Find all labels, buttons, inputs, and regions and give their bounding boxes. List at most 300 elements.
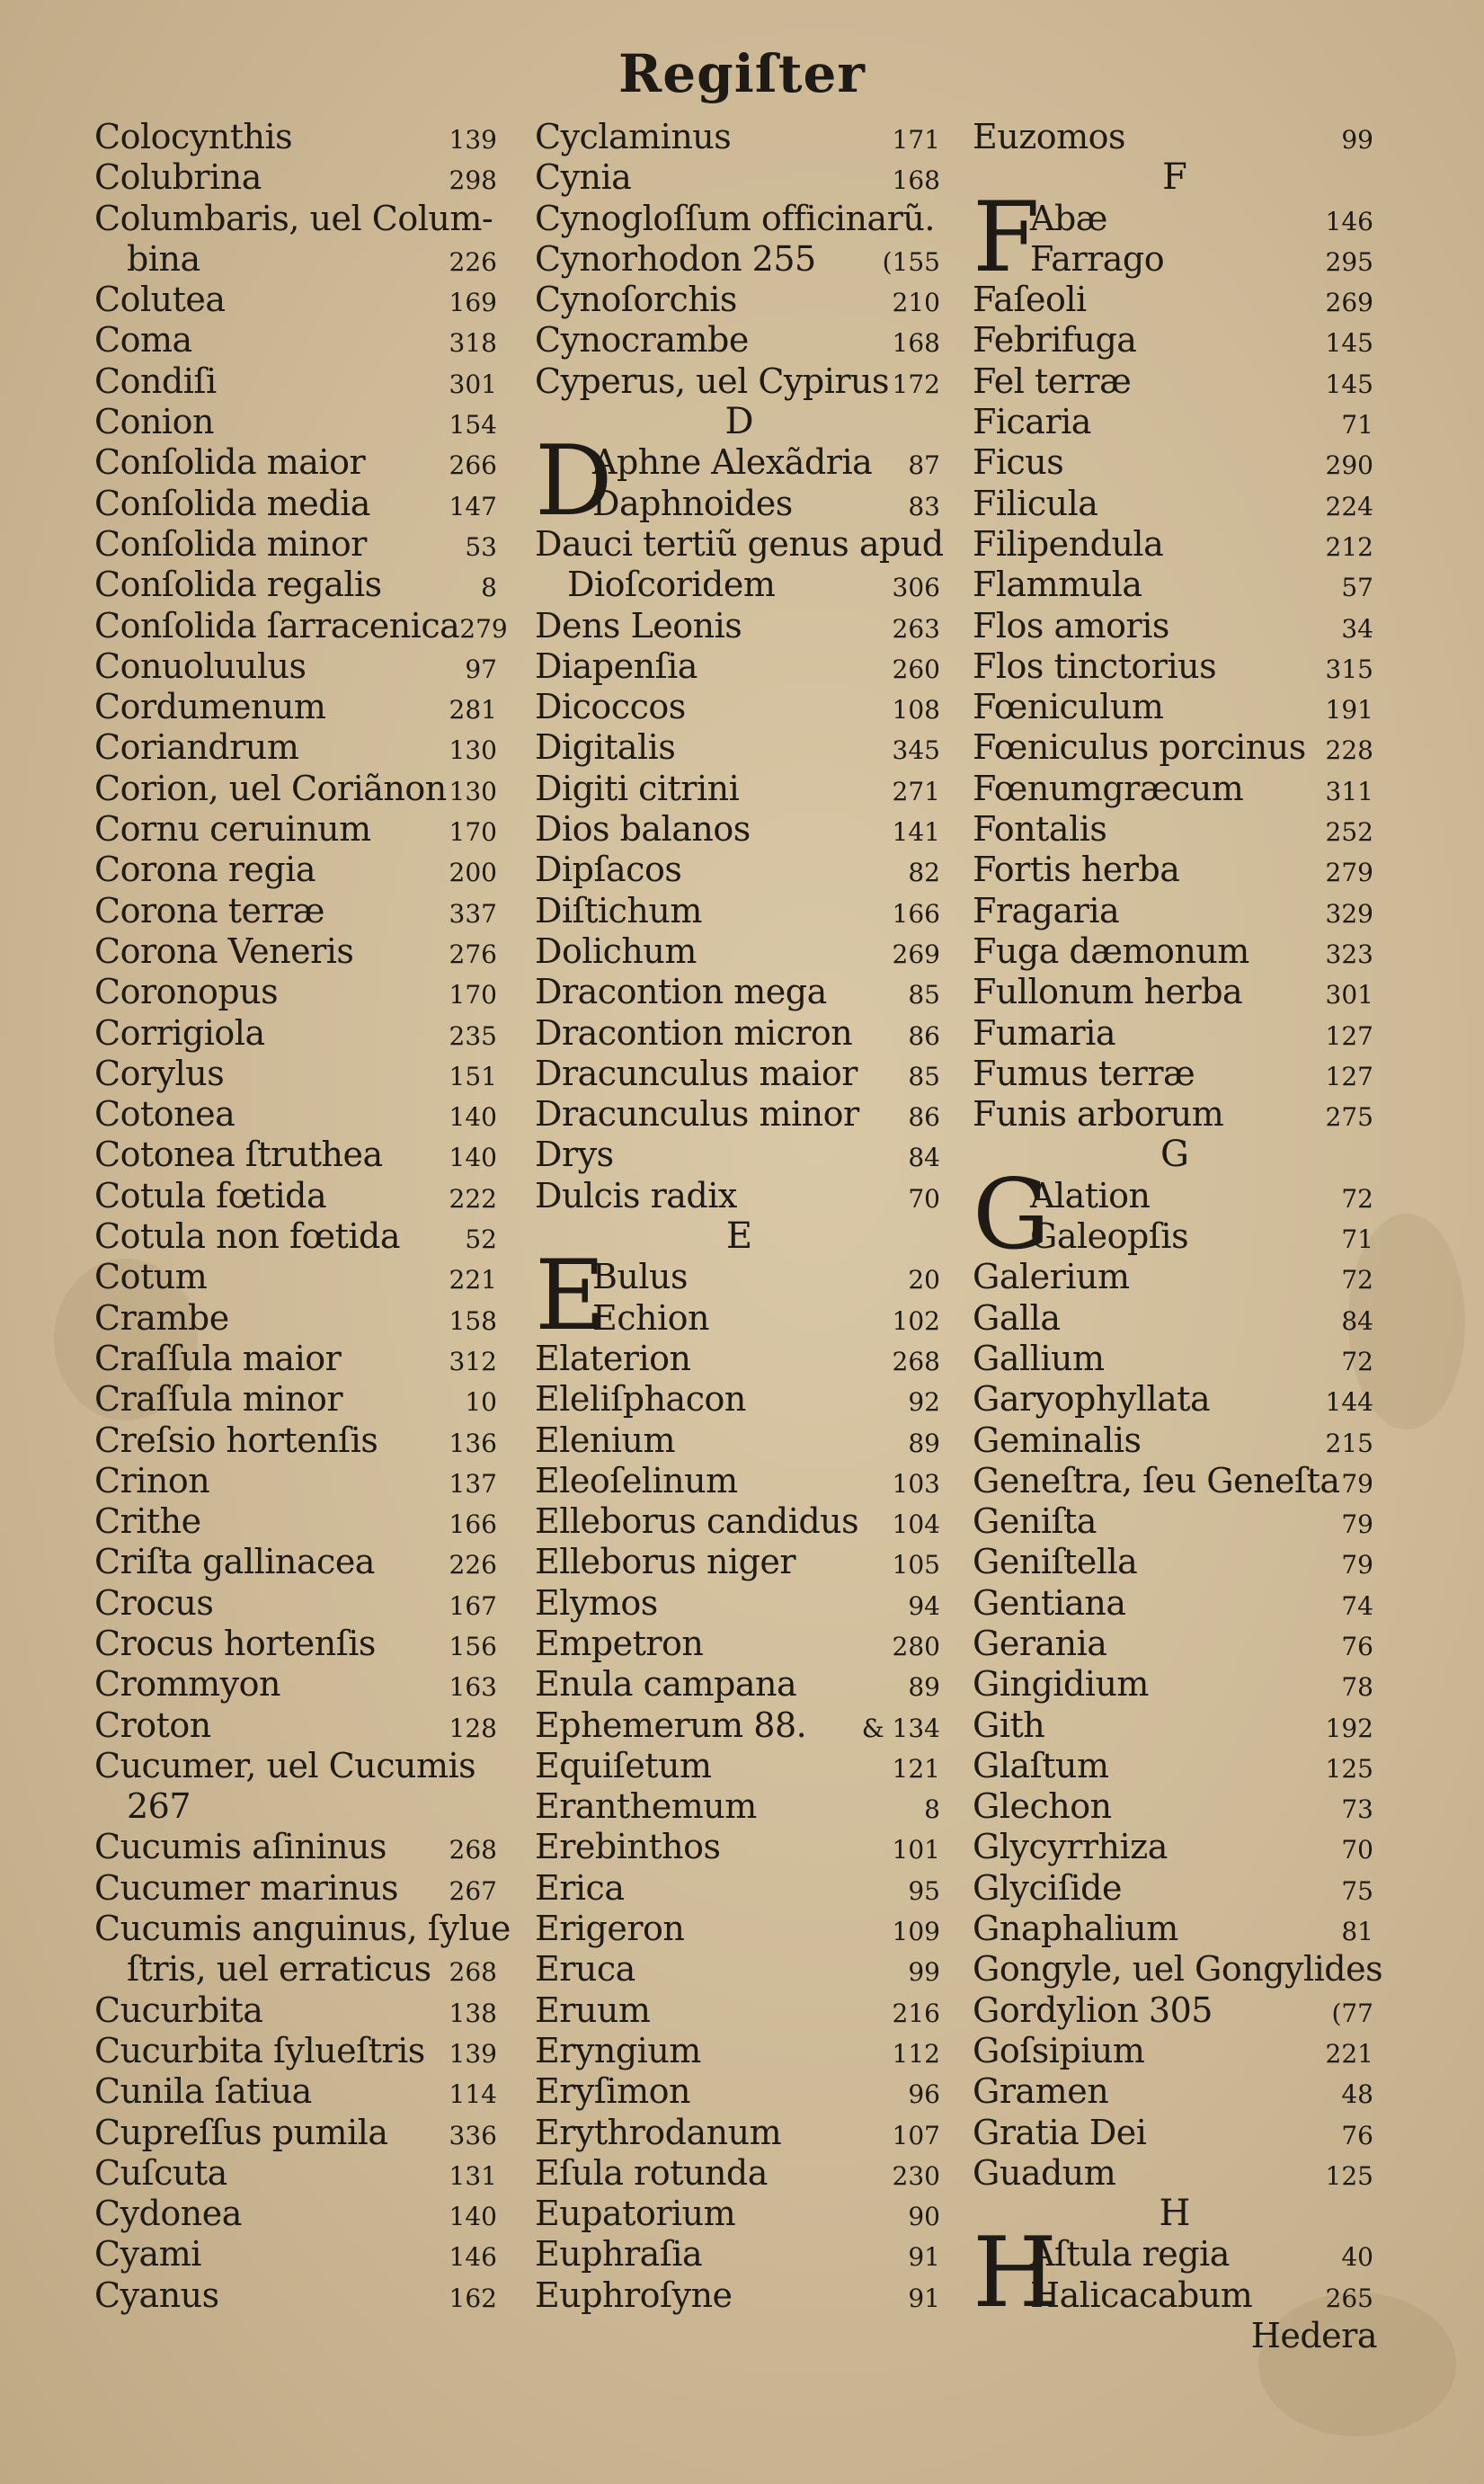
- entry-page: 75: [1341, 1875, 1373, 1906]
- entry-page: 71: [1341, 1224, 1373, 1255]
- index-entry: [535, 2275, 944, 2316]
- entry-page: 200: [449, 858, 497, 888]
- entry-term: Cupreſſus pumila: [94, 2112, 388, 2152]
- index-entry: [973, 1868, 1377, 1909]
- index-entry: [94, 524, 501, 565]
- entry-term: Dracontion micron: [535, 1012, 853, 1053]
- index-entry: [535, 199, 944, 239]
- index-entry: [94, 157, 501, 198]
- entry-term: Digitalis: [535, 727, 676, 768]
- index-entry: [535, 239, 944, 280]
- entry-page: 102: [892, 1305, 940, 1336]
- index-entry: [535, 361, 944, 402]
- entry-term: Dracontion mega: [535, 972, 827, 1012]
- index-entry: [973, 2071, 1377, 2112]
- entry-page: 57: [1341, 573, 1373, 603]
- entry-page: 311: [1325, 776, 1373, 806]
- entry-page: 127: [1325, 1061, 1373, 1091]
- entry-term: Coma: [94, 320, 192, 361]
- entry-term: Elymos: [535, 1582, 658, 1623]
- entry-page: 265: [1325, 2283, 1373, 2313]
- index-entry: [535, 117, 944, 157]
- section-letter: G: [1160, 1134, 1189, 1176]
- entry-page: 92: [908, 1387, 940, 1418]
- entry-term: Cotula non fœtida: [94, 1216, 401, 1257]
- entry-term: Euzomos: [973, 117, 1126, 156]
- entry-term: Cynia: [535, 157, 632, 198]
- index-entry: [94, 1949, 501, 1990]
- entry-term: Fœnumgræcum: [973, 768, 1244, 808]
- entry-page: 267: [449, 1875, 497, 1906]
- index-entry: [973, 1461, 1377, 1501]
- index-entry: [535, 1624, 944, 1664]
- entry-page: 72: [1341, 1265, 1373, 1295]
- entry-page: (155: [882, 246, 940, 277]
- index-entry: [94, 1013, 501, 1054]
- drop-cap-block: [973, 181, 1377, 294]
- entry-term: Flos tinctorius: [973, 645, 1217, 686]
- index-entry: [973, 1054, 1377, 1094]
- entry-page: 279: [1325, 858, 1373, 888]
- index-entry: [973, 1583, 1377, 1624]
- index-entry: [973, 931, 1377, 972]
- index-entry: [94, 1624, 501, 1664]
- entry-term: Gordylion 305: [973, 1990, 1213, 2030]
- index-entry: [535, 2113, 944, 2153]
- index-entry: [973, 727, 1377, 768]
- entry-page: 76: [1341, 2120, 1373, 2150]
- entry-term: Conſolida regalis: [94, 565, 382, 605]
- entry-term: Conion: [94, 402, 214, 442]
- entry-term: Euphroſyne: [535, 2275, 733, 2315]
- entry-page: 10: [465, 1387, 497, 1418]
- entry-page: 336: [449, 2120, 497, 2150]
- entry-term: Eranthemum: [535, 1786, 757, 1827]
- entry-term: Dioſcoridem: [567, 565, 776, 605]
- index-entry: [973, 2113, 1377, 2153]
- index-entry: [1030, 199, 1377, 239]
- entry-page: 221: [449, 1265, 497, 1295]
- index-entry: [535, 1339, 944, 1379]
- entry-page: 329: [1325, 898, 1373, 929]
- entry-term: Flammula: [973, 565, 1142, 605]
- entry-page: 156: [449, 1631, 497, 1661]
- index-entry: [94, 2275, 501, 2316]
- entry-term: Aphne Alexãdria: [592, 442, 873, 483]
- entry-page: 168: [892, 328, 940, 359]
- index-entry: [535, 2234, 944, 2275]
- entry-page: 121: [892, 1753, 940, 1784]
- entry-page: 295: [1325, 246, 1373, 277]
- index-entry: [535, 727, 944, 768]
- entry-term: Cyanus: [94, 2275, 219, 2315]
- index-entry: [94, 2113, 501, 2153]
- entry-term: Gramen: [973, 2071, 1109, 2112]
- index-entry: [94, 769, 501, 809]
- entry-term: Guadum: [973, 2152, 1116, 2193]
- entry-term: Gratia Dei: [973, 2112, 1147, 2152]
- entry-page: 130: [449, 735, 497, 766]
- index-entry: [94, 442, 501, 483]
- entry-term: Fragaria: [973, 890, 1120, 930]
- index-entry: [94, 1257, 501, 1297]
- entry-term: Erebinthos: [535, 1827, 721, 1867]
- index-entry: [94, 2234, 501, 2275]
- index-entry: [973, 1786, 1377, 1827]
- entry-term: Craſſula maior: [94, 1338, 342, 1378]
- index-entry: [94, 484, 501, 524]
- entry-term: Cynogloſſum officinarũ.: [535, 198, 935, 238]
- index-entry: [535, 1379, 944, 1420]
- index-entry: [94, 199, 501, 239]
- index-entry: [535, 850, 944, 890]
- index-entry: [1030, 239, 1377, 280]
- entry-page: 91: [908, 2242, 940, 2273]
- index-entry: [535, 1176, 944, 1216]
- entry-term: Cucumer, uel Cucumis: [94, 1745, 476, 1785]
- entry-term: Cucumer marinus: [94, 1867, 399, 1908]
- entry-term: Ficaria: [973, 402, 1091, 442]
- entry-term: Coronopus: [94, 972, 279, 1012]
- entry-page: 226: [449, 246, 497, 277]
- entry-page: 166: [449, 1509, 497, 1540]
- entry-page: 144: [1325, 1387, 1373, 1418]
- index-entry: [94, 1746, 501, 1786]
- entry-term: Dracunculus maior: [535, 1053, 858, 1093]
- entry-term: Crinon: [94, 1460, 210, 1500]
- index-entry: [592, 442, 944, 483]
- entry-term: Echion: [592, 1297, 709, 1338]
- index-entry: [535, 687, 944, 727]
- entry-page: 252: [1325, 817, 1373, 848]
- entry-page: 280: [892, 1631, 940, 1661]
- entry-term: Dens Leonis: [535, 605, 742, 645]
- entry-page: 312: [449, 1346, 497, 1376]
- index-entry: [973, 2031, 1377, 2071]
- entry-term: Criſta gallinacea: [94, 1542, 375, 1582]
- entry-term: Craſſula minor: [94, 1379, 343, 1420]
- entry-term: Dicoccos: [535, 687, 686, 727]
- entry-page: 74: [1341, 1590, 1373, 1621]
- index-entry: [973, 1257, 1377, 1297]
- index-entry: [973, 442, 1377, 483]
- entry-page: 130: [449, 776, 497, 806]
- entry-term: Crithe: [94, 1501, 201, 1542]
- entry-page: 34: [1341, 613, 1373, 644]
- entry-page: 154: [449, 410, 497, 441]
- entry-term: Galeopſis: [1030, 1216, 1189, 1257]
- entry-page: 97: [465, 654, 497, 684]
- entry-page: 8: [481, 573, 497, 603]
- entry-page: 127: [1325, 1020, 1373, 1051]
- entry-page: 147: [449, 491, 497, 521]
- entry-term: Gallium: [973, 1338, 1105, 1378]
- entry-term: Enula campana: [535, 1664, 797, 1705]
- entry-term: Cucumis anguinus, ſylue: [94, 1909, 511, 1949]
- entry-term: Eleoſelinum: [535, 1460, 738, 1500]
- entry-term: Cucurbita ſylueſtris: [94, 2030, 425, 2070]
- entry-term: Crocus: [94, 1582, 214, 1623]
- index-entry: [1030, 1176, 1377, 1216]
- entry-page: 70: [908, 1183, 940, 1214]
- index-entry: [94, 1501, 501, 1542]
- index-entry: [94, 1298, 501, 1339]
- index-entry: [973, 1664, 1377, 1705]
- index-entry: [535, 1705, 944, 1746]
- index-entry: [973, 769, 1377, 809]
- entry-term: Equiſetum: [535, 1745, 712, 1785]
- drop-cap-block: [535, 1240, 944, 1353]
- entry-term: Halicacabum: [1030, 2275, 1253, 2315]
- index-entry: [94, 1786, 501, 1827]
- entry-page: 131: [449, 2160, 497, 2191]
- index-entry: [973, 402, 1377, 442]
- entry-term: Fortis herba: [973, 850, 1180, 890]
- entry-term: Conſolida media: [94, 483, 370, 523]
- entry-term: Aſtula regia: [1030, 2234, 1230, 2275]
- entry-page: 212: [1325, 531, 1373, 562]
- index-entry: [94, 239, 501, 280]
- entry-term: Filipendula: [973, 523, 1164, 564]
- entry-term: Drys: [535, 1135, 614, 1175]
- entry-page: 107: [892, 2120, 940, 2150]
- entry-page: 139: [449, 125, 497, 155]
- entry-page: 215: [1325, 1428, 1373, 1458]
- entry-page: 96: [908, 2079, 940, 2110]
- index-entry: [973, 524, 1377, 565]
- entry-term: Dracunculus minor: [535, 1094, 859, 1135]
- entry-term: Dolichum: [535, 930, 697, 971]
- entry-term: bina: [127, 238, 200, 279]
- entry-term: Colutea: [94, 280, 226, 320]
- drop-cap-letter: D: [535, 425, 613, 539]
- entry-term: Elenium: [535, 1420, 676, 1460]
- index-entry: [973, 1909, 1377, 1949]
- entry-page: 73: [1341, 1794, 1373, 1825]
- entry-page: 87: [908, 450, 940, 481]
- entry-term: Cornu ceruinum: [94, 809, 371, 850]
- index-entry: [973, 1094, 1377, 1135]
- entry-page: 140: [449, 1102, 497, 1133]
- index-entry: [973, 320, 1377, 361]
- index-entry: [94, 891, 501, 931]
- index-entry: [94, 1827, 501, 1867]
- index-entry: [94, 565, 501, 605]
- entry-page: 301: [1325, 980, 1373, 1011]
- entry-term: Empetron: [535, 1623, 704, 1663]
- index-entry: [973, 565, 1377, 605]
- entry-term: Corona Veneris: [94, 930, 354, 971]
- entry-page: 224: [1325, 491, 1373, 521]
- entry-page: 337: [449, 898, 497, 929]
- index-entry: [94, 2194, 501, 2234]
- entry-term: Diapenſia: [535, 645, 698, 686]
- index-entry: [973, 850, 1377, 890]
- index-entry: [1030, 1216, 1377, 1257]
- entry-page: 82: [908, 858, 940, 888]
- entry-term: Geniſta: [973, 1501, 1097, 1542]
- index-entry: [535, 1990, 944, 2031]
- entry-page: 235: [449, 1020, 497, 1051]
- entry-page: 104: [892, 1509, 940, 1540]
- index-entry: [1030, 2275, 1377, 2316]
- entry-page: 216: [892, 1998, 940, 2028]
- entry-page: 140: [449, 1143, 497, 1173]
- index-entry: [94, 117, 501, 157]
- entry-term: Geniſtella: [973, 1542, 1138, 1582]
- entry-page: 268: [449, 1835, 497, 1865]
- entry-term: Cyami: [94, 2234, 201, 2275]
- drop-cap-letter: G: [973, 1158, 1051, 1271]
- index-entry: [535, 931, 944, 972]
- entry-term: Creſsio hortenſis: [94, 1420, 378, 1460]
- entry-page: 137: [449, 1468, 497, 1499]
- index-entry: [94, 2071, 501, 2112]
- entry-page: 105: [892, 1550, 940, 1580]
- entry-term: Galla: [973, 1297, 1061, 1338]
- entry-page: 306: [892, 573, 940, 603]
- index-entry: [973, 484, 1377, 524]
- index-entry: [94, 2153, 501, 2194]
- index-entry: [535, 1054, 944, 1094]
- entry-page: 301: [449, 369, 497, 399]
- index-entry: [973, 646, 1377, 687]
- entry-term: Eryngium: [535, 2030, 701, 2070]
- entry-term: Glycyrrhiza: [973, 1827, 1168, 1867]
- entry-term: Dipſacos: [535, 850, 682, 890]
- index-entry: [973, 1298, 1377, 1339]
- entry-term: Gingidium: [973, 1664, 1149, 1705]
- entry-page: 268: [892, 1346, 940, 1376]
- index-entry: [94, 280, 501, 320]
- entry-page: 84: [1341, 1305, 1373, 1336]
- entry-page: 86: [908, 1102, 940, 1133]
- entry-term: Erica: [535, 1867, 625, 1908]
- entry-page: 78: [1341, 1672, 1373, 1703]
- entry-term: Gith: [973, 1705, 1045, 1745]
- entry-term: Dios balanos: [535, 809, 751, 850]
- index-entry: [973, 1705, 1377, 1746]
- entry-term: Fumus terræ: [973, 1053, 1195, 1093]
- index-entry: [535, 1583, 944, 1624]
- entry-term: Corylus: [94, 1053, 225, 1093]
- entry-term: Fœniculus porcinus: [973, 727, 1306, 768]
- entry-term: Fumaria: [973, 1012, 1116, 1053]
- entry-term: Ficus: [973, 442, 1064, 483]
- entry-term: Cucurbita: [94, 1990, 263, 2030]
- entry-term: Fullonum herba: [973, 972, 1243, 1012]
- index-entry: [94, 402, 501, 442]
- entry-page: 136: [449, 1428, 497, 1458]
- entry-page: 112: [892, 2038, 940, 2069]
- entry-page: 228: [1325, 735, 1373, 766]
- index-entry: [535, 1909, 944, 1949]
- entry-page: 141: [892, 817, 940, 848]
- entry-term: Eleliſphacon: [535, 1379, 746, 1420]
- index-entry: [535, 1746, 944, 1786]
- entry-page: 170: [449, 980, 497, 1011]
- entry-term: Goſsipium: [973, 2030, 1145, 2070]
- entry-term: Galerium: [973, 1257, 1130, 1297]
- index-entry: [973, 1827, 1377, 1867]
- index-entry: [94, 1135, 501, 1175]
- entry-page: 89: [908, 1672, 940, 1703]
- entry-page: 263: [892, 613, 940, 644]
- entry-page: 140: [449, 2202, 497, 2232]
- entry-page: 101: [892, 1835, 940, 1865]
- index-entry: [973, 1624, 1377, 1664]
- entry-page: 114: [449, 2079, 497, 2110]
- entry-page: 172: [892, 369, 940, 399]
- index-entry: [592, 1298, 944, 1339]
- index-entry: [973, 687, 1377, 727]
- index-entry: [94, 2031, 501, 2071]
- entry-page: 128: [449, 1713, 497, 1743]
- entry-page: 72: [1341, 1183, 1373, 1214]
- index-entry: [973, 1339, 1377, 1379]
- entry-page: 85: [908, 1061, 940, 1091]
- section-letter: F: [1162, 156, 1187, 199]
- entry-page: 271: [892, 776, 940, 806]
- index-entry: [94, 646, 501, 687]
- entry-term: Crommyon: [94, 1664, 281, 1705]
- index-entry: [94, 727, 501, 768]
- entry-term: Fuga dæmonum: [973, 930, 1249, 971]
- entry-page: 94: [908, 1590, 940, 1621]
- index-entry: [94, 1868, 501, 1909]
- entry-page: 139: [449, 2038, 497, 2069]
- entry-term: Coriandrum: [94, 727, 299, 768]
- entry-term: Digiti citrini: [535, 768, 740, 808]
- entry-term: Cotonea: [94, 1094, 235, 1135]
- entry-page: 85: [908, 980, 940, 1011]
- section-letter: D: [724, 401, 754, 443]
- drop-cap-letter: F: [973, 181, 1040, 294]
- index-entry: [94, 320, 501, 361]
- entry-page: 20: [908, 1265, 940, 1295]
- index-column-3: [973, 117, 1383, 2356]
- entry-term: Dulcis radix: [535, 1175, 737, 1215]
- index-entry: [535, 972, 944, 1012]
- entry-term: Febrifuga: [973, 320, 1137, 361]
- entry-term: Conſolida minor: [94, 523, 367, 564]
- index-entry: [94, 1542, 501, 1582]
- entry-page: 168: [892, 165, 940, 196]
- entry-page: 52: [465, 1224, 497, 1255]
- entry-term: Alation: [1030, 1175, 1151, 1215]
- index-column-1: [94, 117, 511, 2316]
- index-entry: [94, 605, 508, 646]
- section-letter: H: [1159, 2193, 1191, 2235]
- index-entry: [94, 1216, 501, 1257]
- index-entry: [1030, 2234, 1377, 2275]
- entry-term: Faſeoli: [973, 280, 1087, 320]
- entry-term: 267: [127, 1786, 191, 1827]
- entry-term: Flos amoris: [973, 605, 1169, 645]
- index-entry: [94, 1054, 501, 1094]
- index-entry: [973, 1013, 1377, 1054]
- entry-page: 269: [1325, 288, 1373, 318]
- index-entry: [592, 1257, 944, 1297]
- index-entry: [535, 1135, 944, 1175]
- index-entry: [535, 2194, 944, 2234]
- index-entry: [973, 280, 1377, 320]
- entry-page: 99: [1341, 125, 1373, 155]
- index-entry: [94, 1420, 501, 1461]
- entry-page: 91: [908, 2283, 940, 2313]
- index-entry: [94, 931, 501, 972]
- index-entry: [535, 1013, 944, 1054]
